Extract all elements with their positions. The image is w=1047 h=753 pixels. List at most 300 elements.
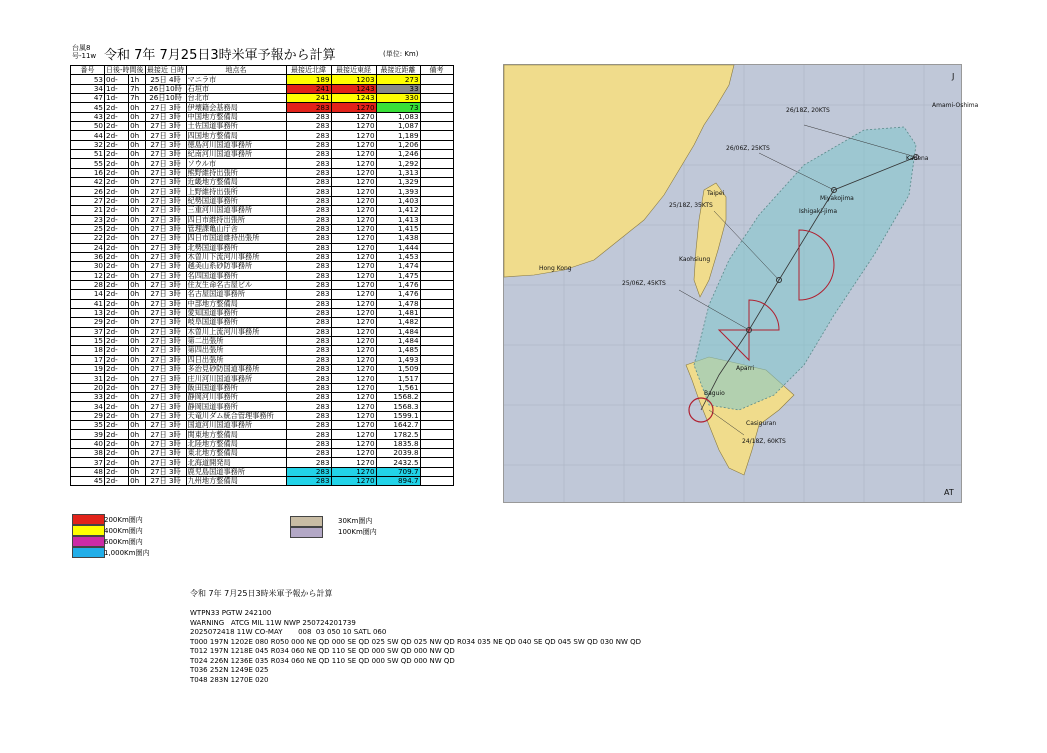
- row-number: 53: [71, 75, 105, 84]
- row-notes: [420, 131, 453, 140]
- row-lat: 283: [286, 280, 331, 289]
- row-number: 37: [71, 327, 105, 336]
- row-place: 関東地方整備局: [186, 430, 286, 439]
- row-days: 2d-: [105, 178, 129, 187]
- map-label-f4: 25/06Z, 45KTS: [622, 280, 666, 287]
- row-distance: 1,393: [376, 187, 420, 196]
- row-distance: 1,481: [376, 308, 420, 317]
- table-row: [71, 159, 454, 168]
- table-row: [71, 327, 454, 336]
- row-number: 26: [71, 187, 105, 196]
- row-days: 2d-: [105, 196, 129, 205]
- row-number: 31: [71, 374, 105, 383]
- row-notes: [420, 187, 453, 196]
- row-lat: 283: [286, 402, 331, 411]
- table-row: [71, 458, 454, 467]
- row-lat: 283: [286, 159, 331, 168]
- row-place: 徳島河川国道事務所: [186, 140, 286, 149]
- row-lat: 283: [286, 346, 331, 355]
- table-row: [71, 234, 454, 243]
- table-row: [71, 290, 454, 299]
- row-notes: [420, 477, 453, 486]
- forecast-line-8: T048 283N 1270E 020: [190, 676, 269, 684]
- row-lon: 1270: [331, 131, 376, 140]
- row-datetime: 27日 3時: [145, 271, 186, 280]
- forecast-heading: 令和 7年 7月25日3時米軍予報から計算: [190, 589, 333, 598]
- row-lat: 283: [286, 271, 331, 280]
- row-lat: 283: [286, 290, 331, 299]
- row-distance: 1,478: [376, 299, 420, 308]
- row-datetime: 25日 4時: [145, 75, 186, 84]
- table-row: [71, 140, 454, 149]
- row-place: 愛知国道事務所: [186, 308, 286, 317]
- table-row: [71, 150, 454, 159]
- row-lon: 1270: [331, 262, 376, 271]
- row-lat: 283: [286, 215, 331, 224]
- row-lat: 283: [286, 196, 331, 205]
- row-datetime: 27日 3時: [145, 411, 186, 420]
- row-place: 北陸地方整備局: [186, 439, 286, 448]
- row-lat: 283: [286, 336, 331, 345]
- row-place: 北海道開発局: [186, 458, 286, 467]
- row-days: 2d-: [105, 271, 129, 280]
- row-datetime: 27日 3時: [145, 224, 186, 233]
- row-notes: [420, 243, 453, 252]
- col-header-lon: 最接近東経: [331, 66, 376, 75]
- row-notes: [420, 308, 453, 317]
- legend-swatch-30: [290, 516, 323, 527]
- row-number: 50: [71, 122, 105, 131]
- row-distance: 1,413: [376, 215, 420, 224]
- row-number: 37: [71, 458, 105, 467]
- row-distance: 1,485: [376, 346, 420, 355]
- row-datetime: 27日 3時: [145, 421, 186, 430]
- row-distance: 1,444: [376, 243, 420, 252]
- row-days: 2d-: [105, 112, 129, 121]
- row-number: 15: [71, 336, 105, 345]
- row-notes: [420, 355, 453, 364]
- row-distance: 1,493: [376, 355, 420, 364]
- table-row: [71, 421, 454, 430]
- row-place: 天竜川ダム統合管理事務所: [186, 411, 286, 420]
- legend-swatch-200: [72, 514, 105, 525]
- row-place: 岐阜国道事務所: [186, 318, 286, 327]
- header-small-line1: 台風8: [72, 44, 91, 52]
- table-row: [71, 271, 454, 280]
- row-notes: [420, 84, 453, 93]
- row-lon: 1270: [331, 458, 376, 467]
- row-lon: 1270: [331, 299, 376, 308]
- forecast-line-1: WTPN33 PGTW 242100: [190, 609, 272, 617]
- row-number: 33: [71, 393, 105, 402]
- row-days: 2d-: [105, 458, 129, 467]
- row-distance: 1599.1: [376, 411, 420, 420]
- row-number: 55: [71, 159, 105, 168]
- row-lon: 1270: [331, 112, 376, 121]
- row-place: 住友生命名古屋ビル: [186, 280, 286, 289]
- row-datetime: 27日 3時: [145, 131, 186, 140]
- map-label-aparri: Aparri: [736, 365, 755, 372]
- row-hours: 0h: [129, 421, 145, 430]
- row-lat: 283: [286, 383, 331, 392]
- row-place: 上野維持出張所: [186, 187, 286, 196]
- row-distance: 1,403: [376, 196, 420, 205]
- row-notes: [420, 411, 453, 420]
- row-days: 2d-: [105, 318, 129, 327]
- row-days: 2d-: [105, 383, 129, 392]
- row-place: 四日市国道維持出張所: [186, 234, 286, 243]
- row-lat: 283: [286, 252, 331, 261]
- table-row: [71, 75, 454, 84]
- table-row: [71, 168, 454, 177]
- row-notes: [420, 271, 453, 280]
- row-hours: 0h: [129, 383, 145, 392]
- row-days: 2d-: [105, 336, 129, 345]
- row-number: 32: [71, 140, 105, 149]
- row-notes: [420, 346, 453, 355]
- row-days: 2d-: [105, 168, 129, 177]
- row-place: 越美山系砂防事務所: [186, 262, 286, 271]
- row-datetime: 27日 3時: [145, 112, 186, 121]
- col-header-number: 番号: [71, 66, 105, 75]
- row-days: 2d-: [105, 411, 129, 420]
- map-label-hongkong: Hong Kong: [539, 265, 572, 272]
- row-number: 45: [71, 103, 105, 112]
- header-small: [72, 44, 96, 60]
- row-place: 中部地方整備局: [186, 299, 286, 308]
- row-lon: 1270: [331, 224, 376, 233]
- table-row: [71, 411, 454, 420]
- row-distance: 1,484: [376, 336, 420, 345]
- row-datetime: 27日 3時: [145, 355, 186, 364]
- row-distance: 1,475: [376, 271, 420, 280]
- col-header-elapsed: 日後-時間後: [106, 66, 144, 75]
- row-notes: [420, 150, 453, 159]
- row-days: 2d-: [105, 206, 129, 215]
- row-lat: 283: [286, 206, 331, 215]
- legend-label-100: 100Km圏内: [338, 528, 377, 536]
- row-hours: 0h: [129, 467, 145, 476]
- row-lon: 1270: [331, 430, 376, 439]
- row-lon: 1270: [331, 150, 376, 159]
- row-lon: 1270: [331, 252, 376, 261]
- row-days: 2d-: [105, 430, 129, 439]
- row-hours: 0h: [129, 140, 145, 149]
- row-place: 四日市維持出張所: [186, 215, 286, 224]
- table-row: [71, 374, 454, 383]
- row-place: 静岡国道事務所: [186, 402, 286, 411]
- map-corner-at: AT: [944, 488, 954, 497]
- row-days: 2d-: [105, 439, 129, 448]
- row-number: 34: [71, 84, 105, 93]
- row-distance: 1642.7: [376, 421, 420, 430]
- row-distance: 2432.5: [376, 458, 420, 467]
- map-label-f5: 24/18Z, 60KTS: [742, 438, 786, 445]
- map-label-f1: 26/18Z, 20KTS: [786, 107, 830, 114]
- row-notes: [420, 280, 453, 289]
- row-lat: 283: [286, 430, 331, 439]
- row-number: 42: [71, 178, 105, 187]
- row-datetime: 27日 3時: [145, 178, 186, 187]
- row-hours: 0h: [129, 224, 145, 233]
- row-hours: 0h: [129, 336, 145, 345]
- row-lon: 1243: [331, 94, 376, 103]
- row-hours: 0h: [129, 187, 145, 196]
- table-row: [71, 94, 454, 103]
- row-days: 2d-: [105, 280, 129, 289]
- row-datetime: 27日 3時: [145, 318, 186, 327]
- row-lat: 283: [286, 103, 331, 112]
- row-notes: [420, 252, 453, 261]
- row-lat: 283: [286, 374, 331, 383]
- row-distance: 1,313: [376, 168, 420, 177]
- row-notes: [420, 467, 453, 476]
- row-lon: 1203: [331, 75, 376, 84]
- row-lon: 1270: [331, 467, 376, 476]
- row-lat: 283: [286, 439, 331, 448]
- row-lat: 283: [286, 467, 331, 476]
- row-notes: [420, 290, 453, 299]
- table-row: [71, 393, 454, 402]
- row-datetime: 27日 3時: [145, 449, 186, 458]
- row-datetime: 27日 3時: [145, 430, 186, 439]
- row-days: 2d-: [105, 131, 129, 140]
- table-row: [71, 346, 454, 355]
- table-row: [71, 383, 454, 392]
- table-row: [71, 318, 454, 327]
- col-header-notes: 備考: [420, 66, 453, 75]
- row-number: 19: [71, 365, 105, 374]
- row-days: 2d-: [105, 374, 129, 383]
- typhoon-track-map: [503, 64, 979, 503]
- row-days: 2d-: [105, 252, 129, 261]
- row-lon: 1270: [331, 215, 376, 224]
- row-days: 2d-: [105, 346, 129, 355]
- row-datetime: 27日 3時: [145, 290, 186, 299]
- row-distance: 1,083: [376, 112, 420, 121]
- row-distance: 1,292: [376, 159, 420, 168]
- row-distance: 1568.3: [376, 402, 420, 411]
- row-hours: 0h: [129, 449, 145, 458]
- row-lon: 1270: [331, 439, 376, 448]
- legend-label-600: 600Km圏内: [104, 538, 143, 546]
- row-lon: 1270: [331, 206, 376, 215]
- table-row: [71, 215, 454, 224]
- row-distance: 1,517: [376, 374, 420, 383]
- row-days: 2d-: [105, 467, 129, 476]
- row-place: 伊壊籍会基務局: [186, 103, 286, 112]
- row-datetime: 26日10時: [145, 94, 186, 103]
- row-distance: 1,412: [376, 206, 420, 215]
- table-row: [71, 252, 454, 261]
- table-row: [71, 336, 454, 345]
- row-number: 17: [71, 355, 105, 364]
- table-row: [71, 206, 454, 215]
- row-lon: 1270: [331, 477, 376, 486]
- map-label-kaohsiung: Kaohsiung: [679, 256, 711, 263]
- row-datetime: 27日 3時: [145, 458, 186, 467]
- row-notes: [420, 206, 453, 215]
- row-datetime: 27日 3時: [145, 187, 186, 196]
- row-number: 44: [71, 131, 105, 140]
- table-row: [71, 308, 454, 317]
- row-hours: 0h: [129, 318, 145, 327]
- row-hours: 0h: [129, 411, 145, 420]
- table-row: [71, 365, 454, 374]
- row-hours: 0h: [129, 365, 145, 374]
- table-row: [71, 467, 454, 476]
- row-number: 22: [71, 234, 105, 243]
- map-label-naha: Kadena: [906, 155, 929, 162]
- row-place: 多治見砂防国道事務所: [186, 365, 286, 374]
- row-lat: 283: [286, 299, 331, 308]
- row-lat: 283: [286, 449, 331, 458]
- row-distance: 273: [376, 75, 420, 84]
- row-hours: 0h: [129, 477, 145, 486]
- row-notes: [420, 402, 453, 411]
- row-notes: [420, 215, 453, 224]
- row-lon: 1270: [331, 103, 376, 112]
- row-lon: 1270: [331, 449, 376, 458]
- row-place: 名四国道事務所: [186, 271, 286, 280]
- row-days: 2d-: [105, 243, 129, 252]
- row-notes: [420, 393, 453, 402]
- row-hours: 0h: [129, 393, 145, 402]
- row-number: 51: [71, 150, 105, 159]
- row-place: 飯田国道事務所: [186, 383, 286, 392]
- row-distance: 1835.8: [376, 439, 420, 448]
- row-lat: 283: [286, 168, 331, 177]
- unit-label: (単位: Km): [383, 50, 419, 58]
- row-number: 36: [71, 252, 105, 261]
- row-place: 四国地方整備局: [186, 131, 286, 140]
- forecast-line-6: T024 226N 1236E 035 R034 060 NE QD 110 SE QD 000 SW QD 000 NW QD: [190, 657, 455, 665]
- row-number: 27: [71, 196, 105, 205]
- row-lon: 1270: [331, 346, 376, 355]
- row-notes: [420, 75, 453, 84]
- row-place: 木曽川下流河川事務所: [186, 252, 286, 261]
- table-row: [71, 430, 454, 439]
- row-place: 第二出張所: [186, 336, 286, 345]
- row-distance: 1,476: [376, 280, 420, 289]
- row-number: 45: [71, 477, 105, 486]
- row-number: 23: [71, 215, 105, 224]
- row-number: 16: [71, 168, 105, 177]
- table-row: [71, 103, 454, 112]
- row-hours: 0h: [129, 196, 145, 205]
- row-lon: 1270: [331, 355, 376, 364]
- row-lon: 1270: [331, 234, 376, 243]
- row-lat: 283: [286, 140, 331, 149]
- row-lon: 1270: [331, 140, 376, 149]
- row-notes: [420, 439, 453, 448]
- row-datetime: 27日 3時: [145, 206, 186, 215]
- row-number: 28: [71, 280, 105, 289]
- row-number: 29: [71, 318, 105, 327]
- row-days: 1d-: [105, 94, 129, 103]
- row-lat: 283: [286, 122, 331, 131]
- row-notes: [420, 458, 453, 467]
- map-label-casiguran: Casiguran: [746, 420, 777, 427]
- table-row: [71, 243, 454, 252]
- table-row: [71, 262, 454, 271]
- forecast-line-2: WARNING ATCG MIL 11W NWP 250724201739: [190, 619, 356, 627]
- row-place: 台北市: [186, 94, 286, 103]
- row-lon: 1270: [331, 374, 376, 383]
- row-hours: 0h: [129, 103, 145, 112]
- row-hours: 0h: [129, 355, 145, 364]
- map-label-f3: 25/18Z, 35KTS: [669, 202, 713, 209]
- row-hours: 0h: [129, 374, 145, 383]
- table-row: [71, 299, 454, 308]
- row-lon: 1270: [331, 271, 376, 280]
- row-notes: [420, 122, 453, 131]
- row-days: 2d-: [105, 262, 129, 271]
- row-days: 2d-: [105, 393, 129, 402]
- row-lon: 1243: [331, 84, 376, 93]
- row-hours: 0h: [129, 252, 145, 261]
- row-place: 三重河川国道事務所: [186, 206, 286, 215]
- row-place: ソウル市: [186, 159, 286, 168]
- row-distance: 2039.8: [376, 449, 420, 458]
- legend-label-30: 30Km圏内: [338, 517, 373, 525]
- row-lat: 283: [286, 327, 331, 336]
- row-number: 18: [71, 346, 105, 355]
- map-label-taipei: Taipei: [707, 190, 725, 197]
- row-lat: 241: [286, 84, 331, 93]
- row-datetime: 27日 3時: [145, 467, 186, 476]
- row-number: 13: [71, 308, 105, 317]
- table-row: [71, 122, 454, 131]
- row-number: 30: [71, 262, 105, 271]
- row-hours: 0h: [129, 308, 145, 317]
- map-label-f2: 26/06Z, 25KTS: [726, 145, 770, 152]
- row-datetime: 27日 3時: [145, 103, 186, 112]
- row-number: 14: [71, 290, 105, 299]
- row-lon: 1270: [331, 308, 376, 317]
- row-datetime: 27日 3時: [145, 234, 186, 243]
- row-notes: [420, 196, 453, 205]
- row-place: 紀南河川国道事務所: [186, 150, 286, 159]
- row-notes: [420, 140, 453, 149]
- row-days: 0d-: [105, 75, 129, 84]
- row-notes: [420, 224, 453, 233]
- row-lat: 283: [286, 458, 331, 467]
- row-notes: [420, 234, 453, 243]
- row-lat: 283: [286, 421, 331, 430]
- row-days: 2d-: [105, 365, 129, 374]
- row-datetime: 27日 3時: [145, 168, 186, 177]
- row-notes: [420, 168, 453, 177]
- row-days: 2d-: [105, 290, 129, 299]
- row-hours: 0h: [129, 131, 145, 140]
- forecast-line-7: T036 252N 1249E 025: [190, 666, 269, 674]
- row-datetime: 27日 3時: [145, 280, 186, 289]
- row-place: 九州地方整備局: [186, 477, 286, 486]
- row-hours: 0h: [129, 458, 145, 467]
- row-distance: 894.7: [376, 477, 420, 486]
- row-lon: 1270: [331, 159, 376, 168]
- row-distance: 1,206: [376, 140, 420, 149]
- row-datetime: 27日 3時: [145, 215, 186, 224]
- page-title: 令和 7年 7月25日3時米軍予報から計算: [104, 48, 336, 63]
- legend-label-1000: 1,000Km圏内: [104, 549, 150, 557]
- row-lat: 241: [286, 94, 331, 103]
- row-lat: 283: [286, 112, 331, 121]
- row-place: 石垣市: [186, 84, 286, 93]
- row-number: 34: [71, 402, 105, 411]
- row-distance: 1,329: [376, 178, 420, 187]
